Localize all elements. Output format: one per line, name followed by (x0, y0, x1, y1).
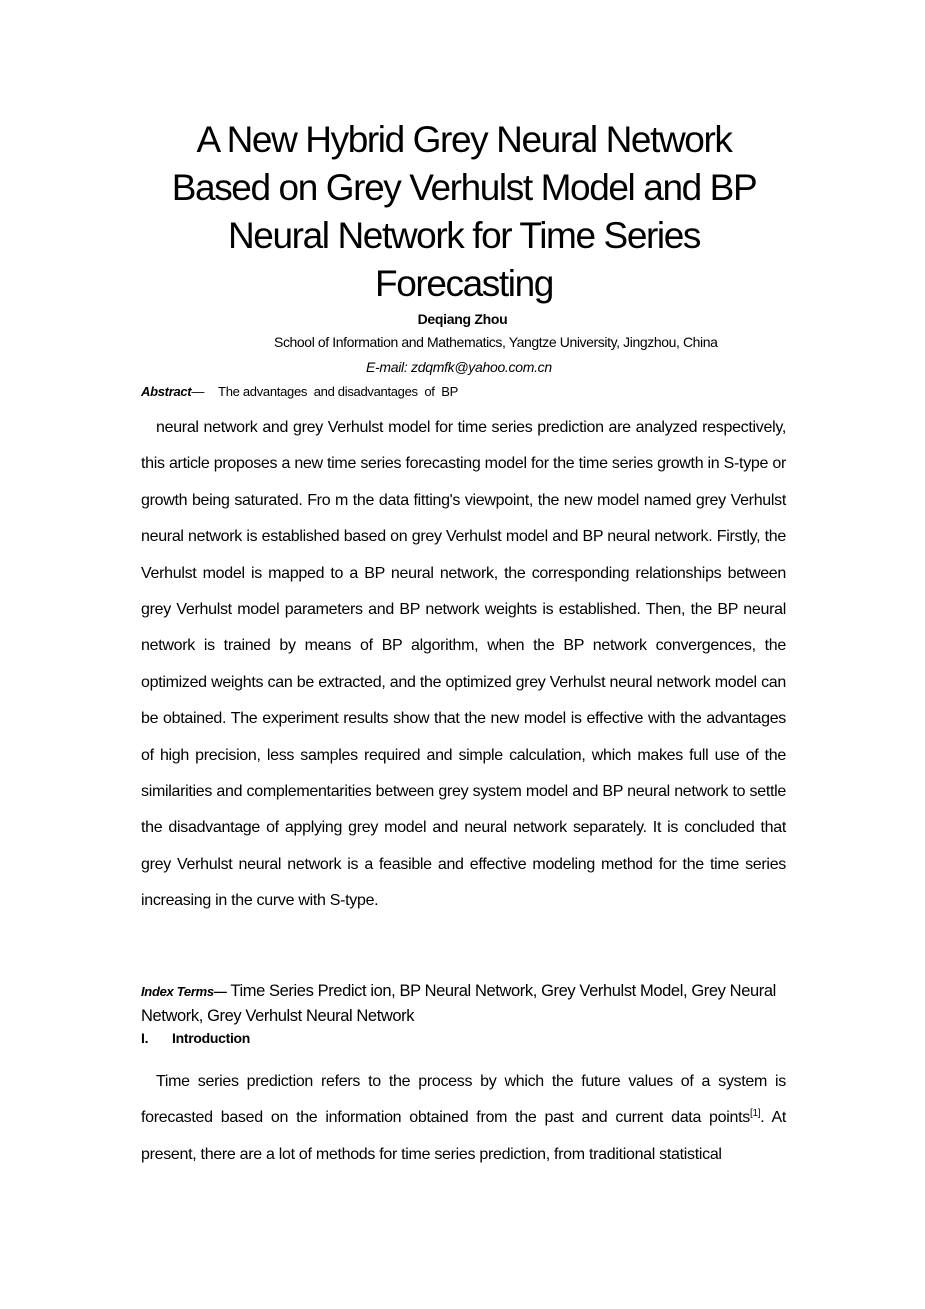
section-title: Introduction (172, 1030, 251, 1046)
intro-paragraph (141, 1064, 786, 1173)
intro-text: Time series prediction refers to the process by which the future values of a system is forecasted based on the information obtained from the past and current data points (141, 1073, 786, 1127)
title-line: Based on Grey Verhulst Model and BP (171, 167, 757, 208)
index-terms-dash: — (213, 984, 227, 999)
abstract-dash: — (191, 384, 205, 399)
index-terms-label: Index Terms (141, 984, 214, 999)
index-terms-text: Time Series Predict ion, BP Neural Network, Grey Verhulst Model, Grey Neural Network, Grey Verhulst Neural Network (141, 982, 776, 1025)
index-terms (141, 979, 786, 1028)
title-line: Neural Network for Time Series (227, 215, 701, 256)
title-line: A New Hybrid Grey Neural Network (196, 119, 732, 160)
section-number: I. (141, 1030, 149, 1046)
author-affiliation: School of Information and Mathematics, Yangtze University, Jingzhou, China (274, 334, 718, 350)
title-line: Forecasting (375, 263, 553, 304)
abstract-heading (141, 384, 458, 399)
paper-title (140, 116, 788, 308)
author-name: Deqiang Zhou (417, 311, 508, 327)
author-email: E-mail: zdqmfk@yahoo.com.cn (366, 359, 552, 375)
intro-text-continued: . At present, there are a lot of methods for time series prediction, from traditional statistical (141, 1109, 786, 1163)
abstract-label: Abstract (141, 384, 192, 399)
section-heading (141, 1030, 250, 1046)
abstract-lead: The advantages and disadvantages of BP (218, 384, 458, 399)
abstract-body: neural network and grey Verhulst model for time series prediction are analyzed respectively, this article proposes a new time series forecasting model for the time series growth in S-type or growth being saturated. Fro m the data fitting's viewpoint, the new model named grey Verhulst neural network is established based on grey Verhulst model and BP neural network. Firstly, the Verhulst model is mapped to a BP neural network, the corresponding relationships between grey Verhulst model parameters and BP network weights is established. Then, the BP neural network is trained by means of BP algorithm, when the BP network convergences, the optimized weights can be extracted, and the optimized grey Verhulst neural network model can be obtained. The experiment results show that the new model is effective with the advantages of high precision, less samples required and simple calculation, which makes full use of the similarities and complementarities between grey system model and BP neural network to settle the disadvantage of applying grey model and neural network separately. It is concluded that grey Verhulst neural network is a feasible and effective modeling method for the time series increasing in the curve with S-type. (141, 419, 786, 910)
citation-ref: [1] (749, 1108, 761, 1120)
